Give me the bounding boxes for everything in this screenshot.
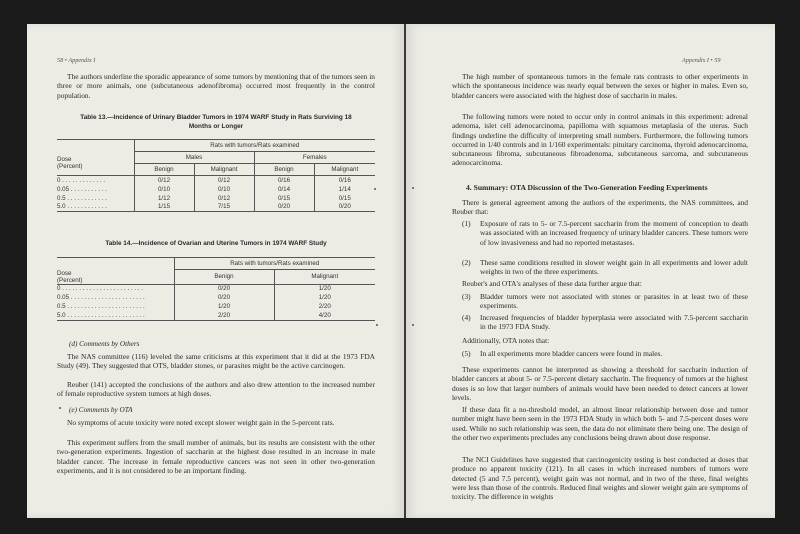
table13-dose: 0 . . . . . . . . . . . . . (57, 176, 134, 185)
table-row (57, 293, 375, 302)
right-page (406, 24, 775, 518)
right-paragraph-1: The high number of spontaneous tumors in the female rats contrasts to other experiments in which the spontaneous incidence was nearly equal between the sexes or higher in males. Even so, bladder cancers were associated with the highest dose of saccharin in males. (452, 72, 748, 100)
right-paragraph-2: The following tumors were noted to occur only in control animals in this experiment: adrenal adenoma, islet cell adenocarcinoma, papilloma with squamous metaplasia of the uterus. Such findings underline the difficulty of interpreting small numbers. Furthermore, the following tumors occurred in 1/40 controls and in 1/160 experimentals: pituitary carcinoma, thyroid adenocarcinoma, subcutaneous fibroma, subcutaneous fibroadenoma, subcutaneous sarcoma, and subcutaneous adenocarcinoma. (452, 112, 748, 168)
table13-cell: 0/14 (254, 185, 314, 194)
intro-paragraph: The authors underline the sporadic appearance of some tumors by mentioning that of the tumors seen in three or more animals, one (subcutaneous adenofibroma) occurred most frequently in the control population. (57, 72, 375, 100)
table13-cell: 0/15 (314, 194, 375, 203)
table-row (57, 203, 375, 212)
table13-cell: 0/20 (314, 203, 375, 212)
list-item-number: (2) (462, 258, 471, 267)
table13-cell: 1/14 (314, 185, 375, 194)
table13-cell: 0/12 (134, 176, 194, 185)
list-item (462, 292, 748, 311)
table13-female-malignant-header: Malignant (314, 164, 375, 176)
table14-cell: 1/20 (274, 284, 375, 293)
table14-cell: 4/20 (274, 311, 375, 320)
right-page-header: Appendix I • 59 (682, 57, 721, 64)
table14-cell: 1/20 (174, 302, 274, 311)
table13-cell: 1/15 (134, 203, 194, 212)
right-paragraph-4: Reuber's and OTA's analyses of these data further argue that: (462, 279, 642, 288)
table14-dose: 5.0 . . . . . . . . . . . . . . . . . . . . . . . (57, 311, 174, 320)
page-speck (412, 187, 414, 189)
table14-cell: 1/20 (274, 293, 375, 302)
table13-dose-header (57, 152, 134, 176)
right-paragraph-6: These experiments cannot be interpreted as showing a threshold for saccharin induction of bladder cancers at about 5- or 7.5-percent dietary saccharin. The frequency of tumors at the highest doses is so low that larger numbers of animals would have been needed to detect cancers at lower levels. (452, 365, 748, 402)
list-item (462, 313, 748, 332)
table13-cell: 0/12 (194, 194, 254, 203)
list-item (462, 258, 748, 277)
table13-cell: 7/15 (194, 203, 254, 212)
table13-cell: 0/20 (254, 203, 314, 212)
table13-females-header: Females (254, 152, 375, 164)
table14-malignant-header: Malignant (274, 270, 375, 285)
list-item-text: Increased frequencies of bladder hyperplasia were associated with 7.5-percent saccharin in the 1973 FDA Study. (480, 313, 748, 332)
table14-benign-header: Benign (174, 270, 274, 285)
comments-others-paragraph-2: Reuber (141) accepted the conclusions of the authors and also drew attention to the increased number of female reproductive system tumors at high doses. (57, 380, 375, 399)
list-item (462, 349, 748, 358)
table13-corner (57, 140, 134, 152)
comments-by-others-heading: (d) Comments by Others (69, 340, 140, 348)
right-paragraph-8: The NCI Guidelines have suggested that carcinogenicity testing is best conducted at doses that produce no apparent toxicity (121). In all cases in which increased numbers of tumors were detected (5 and 7.5 percent), weight gain was not normal, and in two of the three, final weights were less than those of the controls. Reduced final weights and slower weight gain are symptoms of toxicity. The difference in weights (452, 455, 748, 502)
table13-cell: 0/10 (194, 185, 254, 194)
table-row (57, 176, 375, 185)
right-paragraph-7: If these data fit a no-threshold model, an almost linear relationship between dose and tumor number might have been seen in the 1973 FDA Study in which both 5- and 7.5-percent doses were used. While no such relationship was seen, the data do not eliminate there being one. The design of the other two experiments precludes any conclusions being drawn about dose response. (452, 405, 748, 442)
table14-cell: 2/20 (174, 311, 274, 320)
table14-dose: 0 . . . . . . . . . . . . . . . . . . . . . . . . (57, 285, 143, 293)
table13-cell: 0/15 (254, 194, 314, 203)
list-item-number: (5) (462, 349, 471, 358)
page-speck (412, 324, 414, 326)
table-row (57, 194, 375, 203)
comments-ota-paragraph-2: This experiment suffers from the small number of animals, but its results are consistent with the other two-generation experiments. Ingestion of saccharin at the highest dose resulted in an increase in male bladder cancer. The increase in female reproductive cancers was not seen in other two-generation experiments, and it is not considered to be an important finding. (57, 438, 375, 475)
table14-dose-label: Dose (57, 269, 72, 277)
comments-ota-paragraph-1: No symptoms of acute toxicity were noted except slower weight gain in the 5-percent rats. (67, 418, 335, 427)
table13-female-benign-header: Benign (254, 164, 314, 176)
table-row (57, 185, 375, 194)
left-page (27, 24, 404, 518)
list-item (462, 219, 748, 247)
table13-cell: 1/12 (134, 194, 194, 203)
list-item-text: Exposure of rats to 5- or 7.5-percent saccharin from the moment of conception to death was associated with an increased frequency of urinary bladder cancers. These tumors were of low invasiveness and had no reported metastases. (480, 219, 748, 247)
table14-dose: 0.05 . . . . . . . . . . . . . . . . . . . . . . (57, 294, 145, 301)
table13-dose-unit: (Percent) (57, 163, 83, 171)
table13-cell: 0/10 (134, 185, 194, 194)
table13-cell: 0/12 (194, 176, 254, 185)
table13-cell: 0/16 (254, 176, 314, 185)
table14-dose-unit: (Percent) (57, 276, 83, 284)
list-item-number: (4) (462, 313, 471, 322)
table14-dose-header (57, 270, 174, 285)
table13-male-malignant-header: Malignant (194, 164, 254, 176)
table14-corner (57, 258, 174, 270)
list-item-text: Bladder tumors were not associated with stones or parasites in at least two of these experiments. (480, 292, 748, 311)
table14 (57, 257, 375, 321)
table-row (57, 284, 375, 293)
table13 (57, 139, 375, 212)
page-speck (376, 324, 378, 326)
table13-cell: 0/16 (314, 176, 375, 185)
right-paragraph-3: There is general agreement among the authors of the experiments, the NAS committees, and Reuber that: (452, 198, 748, 217)
table13-males-header: Males (134, 152, 254, 164)
table13-male-benign-header: Benign (134, 164, 194, 176)
table13-dose: 0.5 . . . . . . . . . . . . (57, 194, 107, 202)
table13-caption (57, 114, 375, 131)
table13-group-header: Rats with tumors/Rats examined (134, 140, 375, 152)
comments-by-ota-heading: (e) Comments by OTA (69, 406, 133, 414)
list-item-text: These same conditions resulted in slower weight gain in all experiments and lower adult weights in two of the three experiments. (480, 258, 748, 277)
table14-cell: 2/20 (274, 302, 375, 311)
table13-dose-label: Dose (57, 156, 72, 164)
table13-caption-line1: Table 13.—Incidence of Urinary Bladder Tumors in 1974 WARF Study in Rats Surviving 18 (80, 114, 352, 121)
table14-caption: Table 14.—Incidence of Ovarian and Uterine Tumors in 1974 WARF Study (105, 240, 327, 247)
table14-cell: 0/20 (174, 293, 274, 302)
summary-section-heading: 4. Summary: OTA Discussion of the Two-Generation Feeding Experiments (466, 183, 708, 192)
table14-cell: 0/20 (174, 284, 274, 293)
table14-group-header: Rats with tumors/Rats examined (174, 258, 375, 270)
table-row (57, 311, 375, 320)
table13-dose: 0.05 . . . . . . . . . . . (57, 185, 107, 193)
comments-others-paragraph-1: The NAS committee (116) leveled the same criticisms at this experiment that it did at the 1973 FDA Study (49). They suggested that OTS, bladder stones, or parasites might be the active carcinogen. (57, 352, 375, 371)
table-row (57, 302, 375, 311)
table13-dose: 5.0 . . . . . . . . . . . . (57, 203, 134, 212)
page-speck (374, 188, 376, 190)
list-item-number: (1) (462, 219, 471, 228)
table14-dose: 0.5 . . . . . . . . . . . . . . . . . . . . . . . (57, 303, 145, 310)
right-paragraph-5: Additionally, OTA notes that: (462, 336, 550, 345)
left-page-header: 58 • Appendix I (57, 57, 96, 64)
list-item-text: In all experiments more bladder cancers were found in males. (480, 349, 663, 358)
table13-caption-line2: Months or Longer (188, 122, 244, 130)
page-speck (59, 407, 61, 409)
list-item-number: (3) (462, 292, 471, 301)
